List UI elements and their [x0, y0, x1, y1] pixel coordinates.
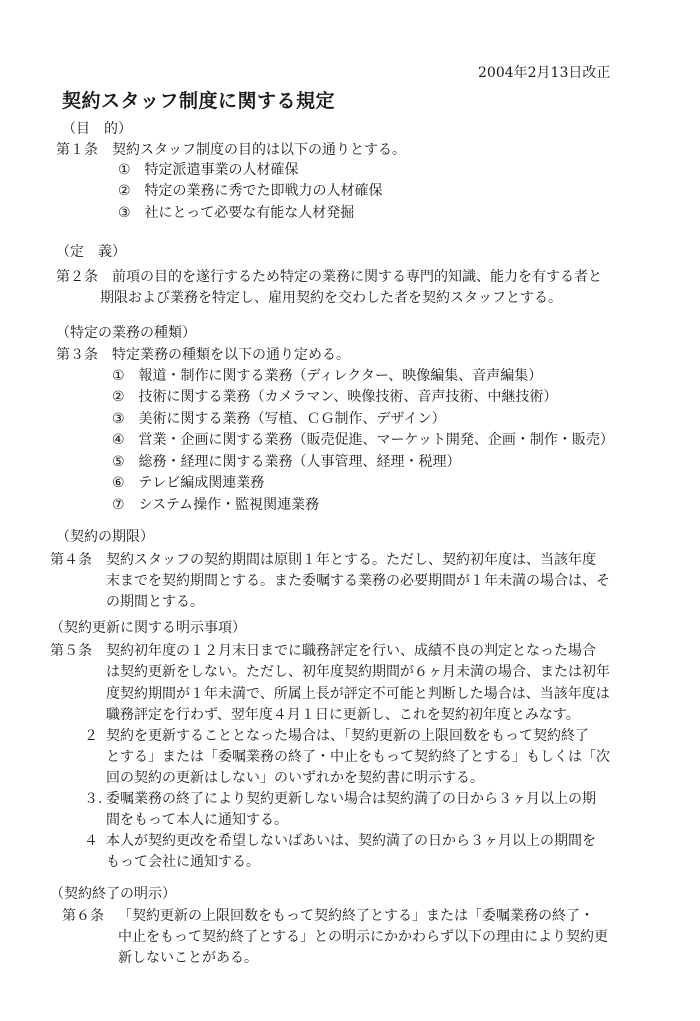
article-number: 第５条: [50, 643, 92, 659]
article-number: 第２条: [56, 269, 98, 285]
paragraph-text-line: 間をもって本人に通知する。: [106, 812, 288, 828]
article-text: 契約スタッフの契約期間は原則１年とする。ただし、契約初年度は、当該年度: [106, 552, 596, 568]
article-text-line: は契約更新をしない。ただし、初年度契約期間が６ヶ月未満の場合、または初年: [106, 664, 610, 680]
list-item: ⑥ テレビ編成関連業務: [112, 475, 265, 491]
list-item: ② 技術に関する業務（カメラマン、映像技術、音声技術、中継技術）: [112, 389, 558, 405]
paragraph-3: [84, 788, 596, 808]
paragraph-text: 本人が契約更改を希望しないばあいは、契約満了の日から３ヶ月以上の期間を: [106, 833, 596, 849]
article-1: [56, 139, 406, 159]
section-heading-business-types: （特定の業務の種類）: [56, 325, 196, 341]
article-text-line: 度契約期間が１年未満で、所属上長が評定不可能と判断した場合は、当該年度は: [106, 686, 610, 702]
list-item: ③ 美術に関する業務（写植、ＣＧ制作、デザイン）: [112, 411, 446, 427]
list-item: ② 特定の業務に秀でた即戦力の人材確保: [118, 183, 383, 199]
section-heading-contract-period: （契約の期限）: [56, 529, 154, 545]
article-5: [50, 640, 596, 660]
article-text: 特定業務の種類を以下の通り定める。: [112, 347, 350, 363]
list-item: ⑦ システム操作・監視関連業務: [112, 497, 320, 513]
article-number: 第４条: [50, 552, 92, 568]
paragraph-number: ４: [84, 833, 98, 849]
paragraph-text: 契約を更新することとなった場合は、「契約更新の上限回数をもって契約終了: [106, 728, 589, 744]
paragraph-2: [84, 725, 589, 745]
article-4: [50, 549, 596, 569]
article-number: 第３条: [56, 347, 98, 363]
article-number: 第６条: [62, 908, 104, 924]
article-text: 契約初年度の１２月末日までに職務評定を行い、成績不良の判定となった場合: [106, 643, 596, 659]
article-text: 前項の目的を遂行するため特定の業務に関する専門的知識、能力を有する者と: [112, 269, 602, 285]
section-heading-contract-end: （契約終了の明示）: [50, 886, 176, 902]
list-item: ① 特定派遣事業の人材確保: [118, 162, 299, 178]
article-text-line: 期限および業務を特定し、雇用契約を交わした者を契約スタッフとする。: [100, 290, 562, 306]
section-heading-definition: （定 義）: [56, 244, 126, 260]
revision-date: 2004年2月13日改正: [478, 65, 611, 81]
paragraph-text-line: 回の契約の更新はしない」のいずれかを契約書に明示する。: [106, 770, 484, 786]
document-title: 契約スタッフ制度に関する規定: [62, 90, 336, 112]
article-6: [62, 905, 594, 925]
paragraph-number: ３.: [84, 791, 103, 807]
paragraph-number: ２: [84, 728, 98, 744]
article-text-line: 新しないことがある。: [118, 950, 258, 966]
article-text-line: 末までを契約期間とする。また委嘱する業務の必要期間が１年未満の場合は、そ: [106, 573, 610, 589]
list-item: ⑤ 総務・経理に関する業務（人事管理、経理・税理）: [112, 454, 461, 470]
list-item: ① 報道・制作に関する業務（ディレクター、映像編集、音声編集）: [112, 368, 543, 384]
section-heading-purpose: （目 的）: [62, 121, 132, 137]
article-text: 契約スタッフ制度の目的は以下の通りとする。: [112, 142, 406, 158]
article-2: [56, 266, 602, 286]
article-text-line: 中止をもって契約終了とする」との明示にかかわらず以下の理由により契約更: [118, 929, 608, 945]
paragraph-text-line: もって会社に通知する。: [106, 854, 260, 870]
list-item: ④ 営業・企画に関する業務（販売促進、マーケット開発、企画・制作・販売）: [112, 432, 614, 448]
article-number: 第１条: [56, 142, 98, 158]
article-3: [56, 344, 350, 364]
paragraph-text-line: とする」または「委嘱業務の終了・中止をもって契約終了とする」もしくは「次: [106, 749, 610, 765]
paragraph-text: 委嘱業務の終了により契約更新しない場合は契約満了の日から３ヶ月以上の期: [106, 791, 596, 807]
article-text-line: の期間とする。: [106, 594, 204, 610]
article-text: 「契約更新の上限回数をもって契約終了とする」または「委嘱業務の終了・: [118, 908, 594, 924]
article-text-line: 職務評定を行わず、翌年度４月１日に更新し、これを契約初年度とみなす。: [106, 707, 580, 723]
list-item: ③ 社にとって必要な有能な人材発掘: [118, 205, 355, 221]
section-heading-renewal: （契約更新に関する明示事項）: [50, 620, 246, 636]
paragraph-4: [84, 830, 596, 850]
